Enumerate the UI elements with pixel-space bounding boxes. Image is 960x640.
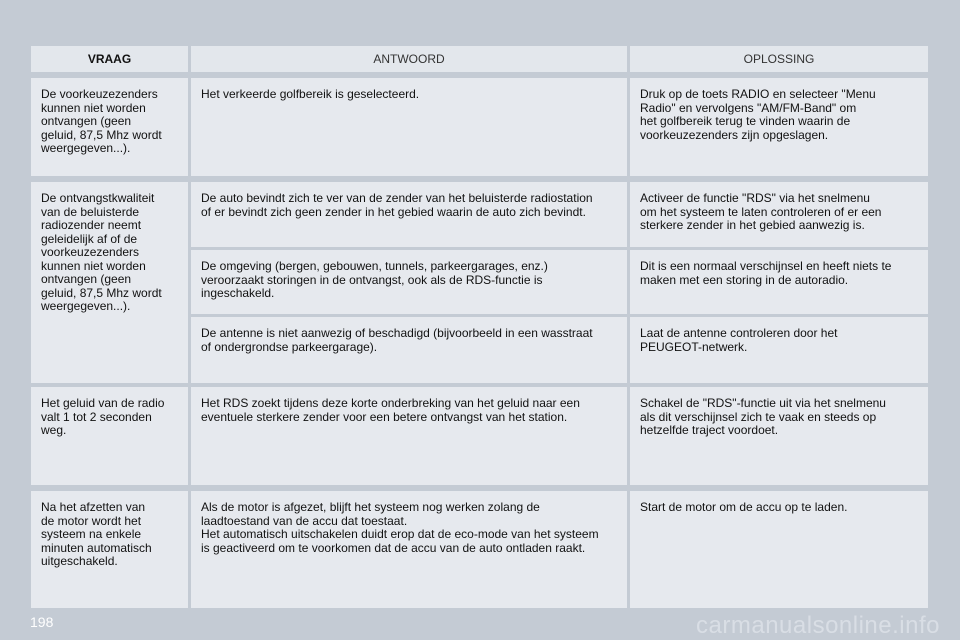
- row2-question-text: De ontvangstkwaliteit van de beluisterde radiozender neemt geleidelijk af of de voorkeuzezenders kunnen niet worden ontvangen (geen geluid, 87,5 Mhz wordt weergegeven...).: [41, 191, 162, 313]
- row4-question-text: Na het afzetten van de motor wordt het systeem na enkele minuten automatisch uitgeschakeld.: [41, 500, 152, 568]
- row2c-solution-text: Laat de antenne controleren door het PEUGEOT-netwerk.: [640, 326, 838, 354]
- page-number: 198: [30, 614, 54, 630]
- row3-question-text: Het geluid van de radio valt 1 tot 2 seconden weg.: [41, 396, 165, 437]
- row2c-answer-text: De antenne is niet aanwezig of beschadigd (bijvoorbeeld in een wasstraat of ondergrondse parkeergarage).: [201, 326, 593, 354]
- row4-question: [31, 491, 188, 608]
- row2c-solution: [630, 317, 928, 383]
- row1-question-text: De voorkeuzezenders kunnen niet worden ontvangen (geen geluid, 87,5 Mhz wordt weergegeven...).: [41, 87, 162, 155]
- row3-answer: [191, 387, 627, 485]
- row2b-answer-text: De omgeving (bergen, gebouwen, tunnels, parkeergarages, enz.) veroorzaakt storingen in de ontvangst, ook als de RDS-functie is ingeschakeld.: [201, 259, 548, 300]
- row2a-solution-text: Activeer de functie "RDS" via het snelmenu om het systeem te laten controleren of er een sterkere zender in het gebied aanwezig is.: [640, 191, 882, 232]
- row2b-answer: [191, 250, 627, 314]
- row2a-answer: [191, 182, 627, 247]
- header-solution: OPLOSSING: [630, 46, 928, 72]
- row1-solution-text: Druk op de toets RADIO en selecteer "Menu Radio" en vervolgens "AM/FM-Band" om het golfbereik terug te vinden waarin de voorkeuzezenders zijn opgeslagen.: [640, 87, 876, 142]
- header-answer: ANTWOORD: [191, 46, 627, 72]
- row1-answer-text: Het verkeerde golfbereik is geselecteerd.: [201, 87, 420, 101]
- row4-answer-text: Als de motor is afgezet, blijft het systeem nog werken zolang de laadtoestand van de accu dat toestaat. Het automatisch uitschakelen duidt erop dat de eco-mode van het systeem is geactiveerd om te voorkomen dat de accu van de auto ontladen raakt.: [201, 500, 599, 555]
- row4-answer: [191, 491, 627, 608]
- row2-question: [31, 182, 188, 383]
- row3-solution-text: Schakel de "RDS"-functie uit via het snelmenu als dit verschijnsel zich te vaak en steeds op hetzelfde traject voordoet.: [640, 396, 886, 437]
- row2a-solution: [630, 182, 928, 247]
- row2c-answer: [191, 317, 627, 383]
- row4-solution-text: Start de motor om de accu op te laden.: [640, 500, 848, 514]
- row2a-answer-text: De auto bevindt zich te ver van de zender van het beluisterde radiostation of er bevindt zich geen zender in het gebied waarin de auto zich bevindt.: [201, 191, 593, 219]
- row1-question: [31, 78, 188, 176]
- header-question: VRAAG: [31, 46, 188, 72]
- row4-solution: [630, 491, 928, 608]
- row1-answer: [191, 78, 627, 176]
- watermark: carmanualsonline.info: [696, 612, 940, 639]
- row2b-solution: [630, 250, 928, 314]
- row2b-solution-text: Dit is een normaal verschijnsel en heeft niets te maken met een storing in de autoradio.: [640, 259, 892, 287]
- row1-solution: [630, 78, 928, 176]
- row3-question: [31, 387, 188, 485]
- row3-solution: [630, 387, 928, 485]
- row3-answer-text: Het RDS zoekt tijdens deze korte onderbreking van het geluid naar een eventuele sterkere zender voor een betere ontvangst van het station.: [201, 396, 580, 424]
